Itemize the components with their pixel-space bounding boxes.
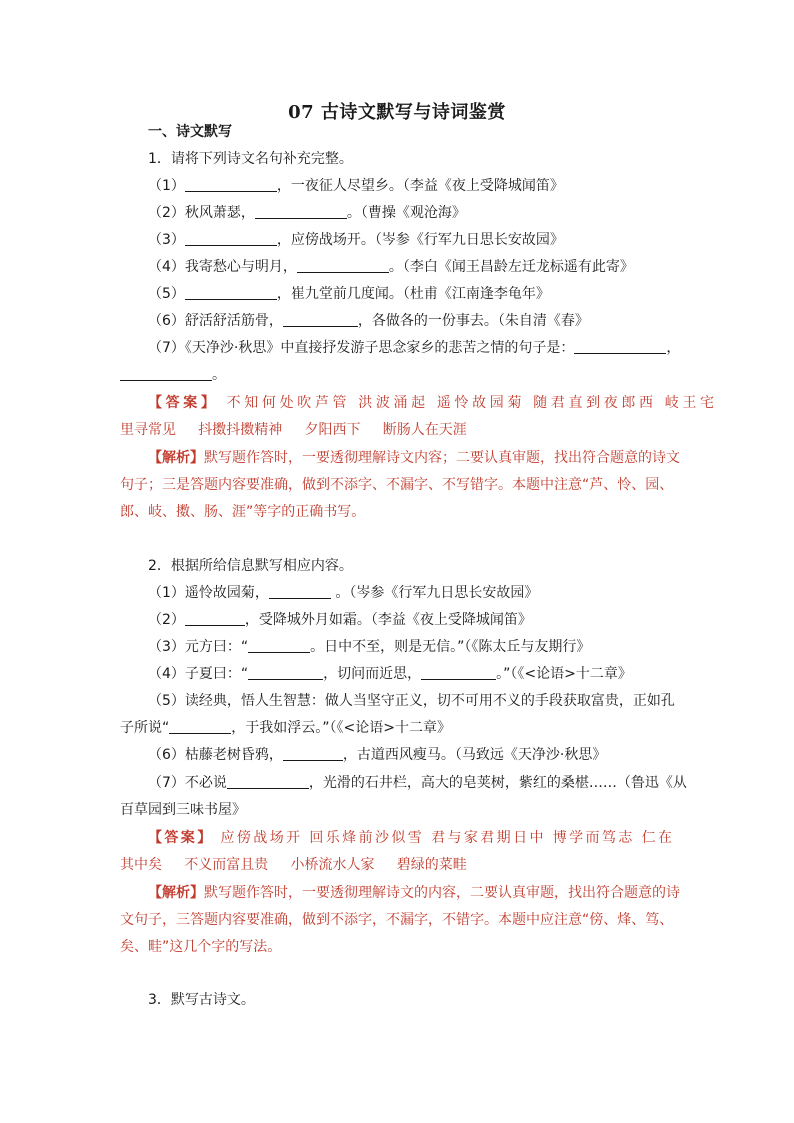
analysis-block (148, 448, 680, 468)
question-item: （7）不必说 ，光滑的石井栏，高大的皂荚树，紫红的桑椹……（鲁迅《从 (148, 775, 687, 791)
question-item: （4）我寄愁心与明月， 。（李白《闻王昌龄左迁龙标遥有此寄》 (148, 259, 634, 275)
answer-text: 岐王宅 (664, 395, 715, 411)
question-item: （1） ，一夜征人尽望乡。（李益《夜上受降城闻笛》 (148, 178, 564, 194)
analysis-text: 矣、畦”这几个字的写法。 (120, 939, 282, 955)
fill-blank (185, 177, 277, 192)
answer-text: 遥怜故园菊 (436, 395, 526, 411)
fill-blank (185, 231, 277, 246)
question-item: （7）《天净沙·秋思》中直接抒发游子思念家乡的悲苦之情的句子是： ， (148, 340, 681, 356)
answer-block-continued (120, 855, 467, 875)
fill-blank (421, 665, 496, 680)
question-item-continued: 。 (120, 365, 226, 385)
question-item: （3） ，应傍战场开。（岑参《行军九日思长安故园》 (148, 232, 564, 248)
fill-blank (269, 584, 331, 599)
question-item: （5）读经典，悟人生智慧：做人当坚守正义，切不可用不义的手段获取富贵，正如孔 (148, 693, 675, 709)
question-item: （5） ，崔九堂前几度闻。（杜甫《江南逢李龟年》 (148, 286, 550, 302)
answer-text: 博学而笃志 (552, 830, 635, 846)
question-item: （2） ，受降城外月如霜。（李益《夜上受降城闻笛》 (148, 612, 532, 628)
answer-block (148, 393, 714, 413)
answer-text: 应傍战场开 (220, 830, 303, 846)
question-item: （6）舒活舒活筋骨， ，各做各的一份事去。（朱自清《春》 (148, 313, 589, 329)
question-item: （4）子夏曰：“ ，切问而近思， 。”（《<论语>十二章》 (148, 666, 632, 682)
answer-text: 碧绿的菜畦 (396, 857, 467, 873)
question-item: （6）枯藤老树昏鸦， ，古道西风瘦马。（马致远《天净沙·秋思》 (148, 747, 607, 763)
fill-blank (283, 312, 358, 327)
question-stem: 1．请将下列诗文名句补充完整。 (148, 151, 353, 167)
fill-blank (283, 746, 343, 761)
fill-blank (297, 258, 389, 273)
section-heading: 一、诗文默写 (148, 124, 232, 140)
answer-text: 夕阳西下 (304, 422, 361, 438)
question-item-continued: 百草园到三味书屋》 (120, 802, 246, 818)
answer-label: 【答案】 (148, 395, 219, 411)
answer-text: 不义而富且贵 (184, 857, 269, 873)
fill-blank (120, 366, 212, 381)
answer-text: 回乐烽前沙似雪 (309, 830, 425, 846)
question-stem: 2．根据所给信息默写相应内容。 (148, 558, 353, 574)
answer-block-continued (120, 420, 467, 440)
answer-text: 洪波涌起 (358, 395, 429, 411)
question-item: （3）元方曰：“ 。日中不至，则是无信。”（《陈太丘与友期行》 (148, 639, 591, 655)
analysis-label: 【解析】 (148, 450, 204, 466)
question-item-continued: 子所说“ ，于我如浮云。”（《<论语>十二章》 (120, 720, 451, 736)
analysis-text: 文句子，三答题内容要准确，做到不添字，不漏字，不错字。本题中应注意“傍、烽、笃、 (120, 912, 674, 928)
answer-text: 断肠人在天涯 (382, 422, 467, 438)
analysis-text: 默写题作答时，一要透彻理解诗文的内容，二要认真审题，找出符合题意的诗 (204, 885, 680, 901)
answer-text: 君与家君期日中 (431, 830, 546, 846)
answer-text: 随君直到夜郎西 (533, 395, 657, 411)
analysis-text: 句子；三是答题内容要准确，做到不添字、不漏字、不写错字。本题中注意“芦、怜、园、 (120, 477, 674, 493)
analysis-text: 郎、岐、擞、肠、涯”等字的正确书写。 (120, 504, 366, 520)
question-item: （1）遥怜故园菊， 。（岑参《行军九日思长安故园》 (148, 585, 539, 601)
answer-text: 不知何处吹芦管 (226, 395, 351, 411)
fill-blank (248, 665, 323, 680)
answer-block (148, 828, 672, 848)
question-item: （2）秋风萧瑟， 。（曹操《观沧海》 (148, 205, 466, 221)
fill-blank (574, 339, 666, 354)
answer-text: 仁在 (641, 830, 673, 846)
fill-blank (185, 285, 277, 300)
fill-blank (185, 611, 245, 626)
answer-text: 抖擞抖擞精神 (198, 422, 283, 438)
answer-label: 【答案】 (148, 830, 214, 846)
fill-blank (255, 204, 347, 219)
answer-text: 小桥流水人家 (290, 857, 375, 873)
answer-text: 其中矣 (120, 857, 162, 873)
fill-blank (169, 719, 231, 734)
question-stem: 3．默写古诗文。 (148, 992, 255, 1008)
analysis-label: 【解析】 (148, 885, 204, 901)
page-title: 07 古诗文默写与诗词鉴赏 (288, 102, 506, 123)
analysis-text: 默写题作答时，一要透彻理解诗文内容；二要认真审题，找出符合题意的诗文 (204, 450, 680, 466)
analysis-block (148, 883, 680, 903)
answer-text: 里寻常见 (120, 422, 176, 438)
fill-blank (227, 774, 309, 789)
fill-blank (248, 638, 310, 653)
